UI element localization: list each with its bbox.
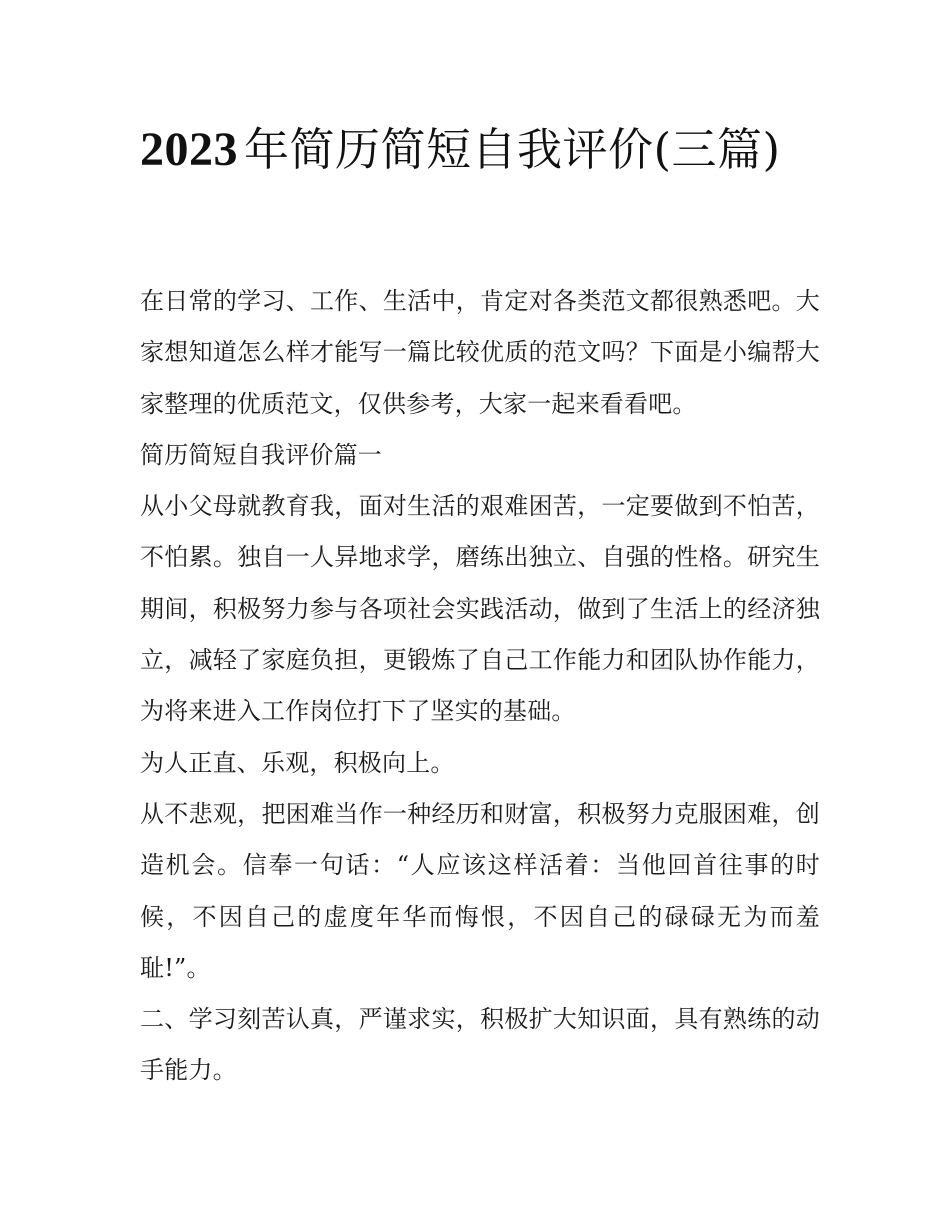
body-paragraph: 为人正直、乐观，积极向上。: [140, 748, 455, 777]
body-paragraph: 二、学习刻苦认真，严谨求实，积极扩大知识面，具有熟练的动手能力。: [140, 1005, 820, 1085]
title-year: 2023: [140, 123, 238, 176]
intro-paragraph: 在日常的学习、工作、生活中，肯定对各类范文都很熟悉吧。大家想知道怎么样才能写一篇比较优质的范文吗？下面是小编帮大家整理的优质范文，仅供参考，大家一起来看看吧。: [140, 287, 820, 418]
body-paragraph: 从不悲观，把困难当作一种经历和财富，积极努力克服困难，创造机会。信奉一句话：“人应该这样活着：当他回首往事的时候，不因自己的虚度年华而悔恨，不因自己的碌碌无为而羞耻!”。: [140, 799, 820, 982]
body-paragraph: 从小父母就教育我，面对生活的艰难困苦，一定要做到不怕苦，不怕累。独自一人异地求学，磨练出独立、自强的性格。研究生期间，积极努力参与各项社会实践活动，做到了生活上的经济独立，减轻了家庭负担，更锻炼了自己工作能力和团队协作能力，为将来进入工作岗位打下了坚实的基础。: [140, 492, 820, 726]
section-heading: 简历简短自我评价篇一: [140, 440, 382, 469]
title-text: 年简历简短自我评价(三篇): [244, 123, 781, 176]
document-title: [140, 112, 820, 188]
document-body: [140, 276, 820, 1097]
